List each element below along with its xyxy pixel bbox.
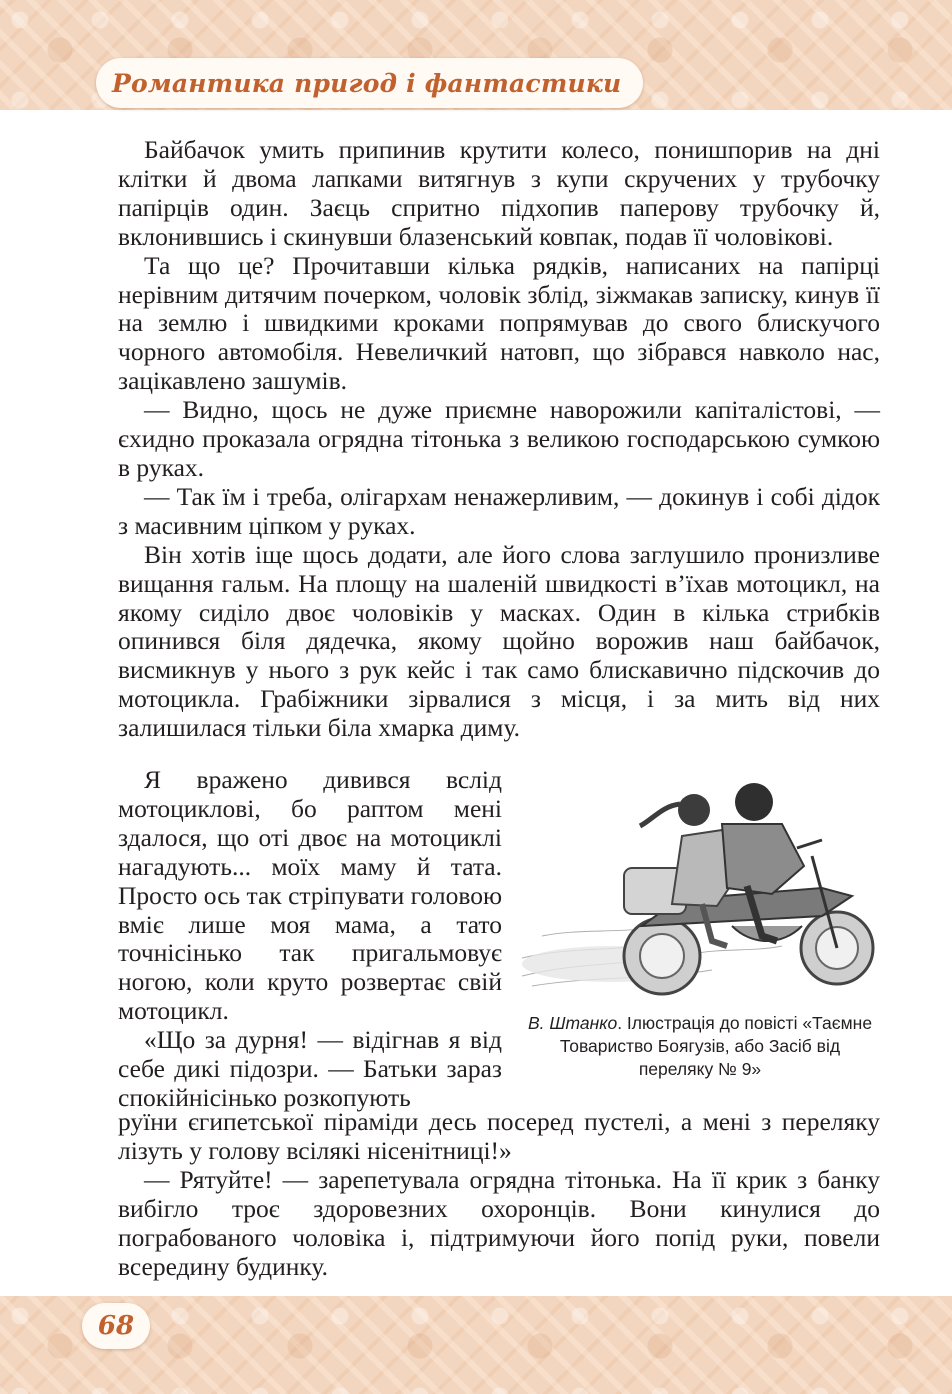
paragraph: Він хотів іще щось додати, але його слова заглушило пронизливе вищання гальм. На площу на шаленій швидкості в’їхав мотоцикл, на якому сиділо двоє чоловіків у масках. Один в кілька стрибків опинився біля дядечка, якому щойно ворожив наш байбачок, висмикнув у нього з рук кейс і так само блискавично підскочив до мотоцикла. Грабіжники зірвалися з місця, і за мить від них залишилася тільки біла хмарка диму. (118, 539, 880, 743)
paragraph: — Видно, щось не дуже приємне наворожили капіталістові, — єхидно проказала огрядна тітонька з великою господарською сумкою в руках. (118, 395, 880, 482)
section-title: Романтика пригод і фантастики (112, 68, 622, 98)
page-number-badge (82, 1303, 150, 1349)
tail-text-block (118, 1108, 880, 1281)
motorcycle-riders-illustration (522, 776, 878, 1002)
paragraph: «Що за дурня! — відігнав я від себе дикі підозри. — Батьки зараз спокійнісінько розкопують (118, 1025, 502, 1112)
paragraph: руїни єгипетської піраміди десь посеред пустелі, а мені з переляку лізуть у голову всілякі нісенітниці!» (118, 1107, 880, 1165)
main-text-block (118, 136, 880, 743)
wrapped-text-block (118, 766, 502, 1113)
paragraph: — Так їм і треба, олігархам ненажерливим, — докинув і собі дідок з масивним ціпком у руках. (118, 481, 880, 540)
caption-author: В. Штанко (527, 1013, 618, 1033)
paragraph: Та що це? Прочитавши кілька рядків, написаних на папірці нерівним дитячим почерком, чоловік зблід, зіжмакав записку, кинув її на землю і швидкими кроками попрямував до свого блискучого чорного автомобіля. Невеличкий натовп, що зібрався навколо нас, зацікавлено зашумів. (118, 250, 880, 396)
section-header (96, 58, 643, 108)
illustration-caption (522, 1012, 878, 1081)
paragraph: — Рятуйте! — зарепетувала огрядна тітонька. На її крик з банку вибігло троє здоровезних охоронців. Вони кинулися до пограбованого чоловіка і, підтримуючи його попід руки, повели всередину будинку. (118, 1164, 880, 1281)
page-number: 68 (97, 1311, 135, 1341)
caption-text: . Ілюстрація до повісті «Таємне Товариство Боягузів, або Засіб від переляку № 9» (559, 1013, 873, 1079)
paragraph: Байбачок умить припинив крутити колесо, понишпорив на дні клітки й двома лапками витягнув з купи скручених у трубочку папірців один. Заєць спритно підхопив паперову трубочку й, вклонившись і скинувши блазенський ковпак, подав її чоловікові. (118, 135, 880, 251)
paragraph: Я вражено дивився вслід мотоциклові, бо раптом мені здалося, що оті двоє на мотоциклі нагадують... моїх маму й тата. Просто ось так стріпувати головою вміє лише моя мама, а тато точнісінько так пригальмовує ногою, коли круто розвертає свій мотоцикл. (118, 765, 502, 1026)
